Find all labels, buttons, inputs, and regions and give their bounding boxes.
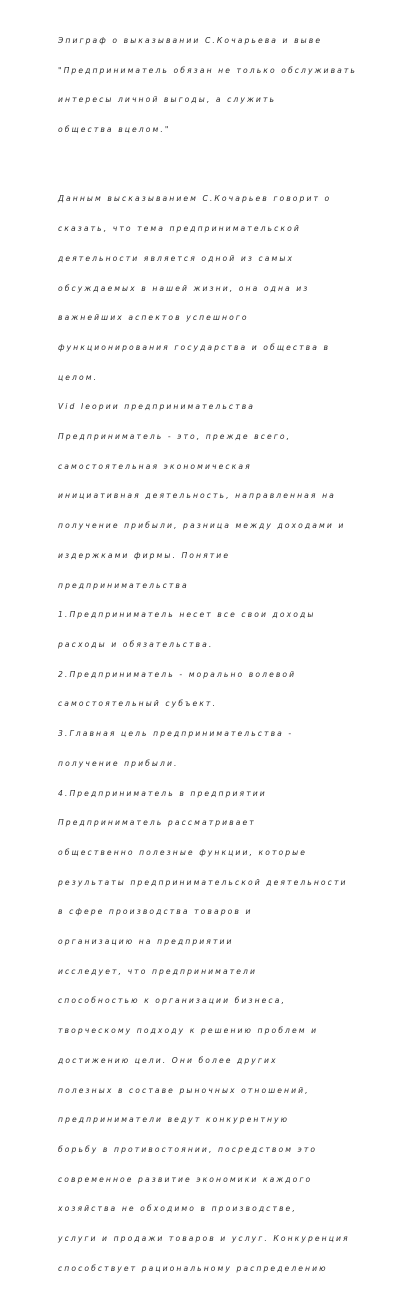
- text-line: Данным высказыванием С.Кочарьев говорит о: [58, 194, 332, 204]
- text-line: исследует, что предприниматели: [58, 966, 258, 976]
- text-line: 4.Предприниматель в предприятии: [58, 788, 267, 798]
- text-line: Предприниматель - это, прежде всего,: [58, 432, 292, 442]
- essay-text: [58, 16, 388, 1293]
- text-line: 3.Главная цель предпринимательства -: [58, 729, 294, 739]
- text-line: творческому подходу к решению проблем и: [58, 1026, 319, 1036]
- paragraph-gap: [58, 155, 388, 175]
- text-line: полезных в составе рыночных отношений,: [58, 1085, 310, 1095]
- text-line: обсуждаемых в нашей жизни, она одна из: [58, 283, 310, 293]
- text-line: в сфере производства товаров и: [58, 907, 253, 917]
- text-line: борьбу в противостоянии, посредством это: [58, 1144, 318, 1154]
- text-line: услуги и продажи товаров и услуг. Конкуренция: [58, 1234, 350, 1244]
- text-line: результаты предпринимательской деятельности: [58, 877, 348, 887]
- text-line: Эпиграф о выказывании С.Кочарьева и выве: [58, 35, 323, 45]
- text-line: общественно полезные функции, которые: [58, 847, 308, 857]
- text-line: общества вцелом.": [58, 124, 171, 134]
- text-line: хозяйства не обходимо в производстве,: [58, 1204, 297, 1214]
- text-line: функционирования государства и общества в: [58, 342, 331, 352]
- text-line: способствует рациональному распределению: [58, 1263, 328, 1273]
- text-line: получение прибыли, разница между доходами и: [58, 521, 346, 531]
- text-line: "Предприниматель обязан не только обслуживать: [58, 65, 358, 75]
- text-line: способностью к организации бизнеса,: [58, 996, 286, 1006]
- text-line: важнейших аспектов успешного: [58, 313, 249, 323]
- text-line: деятельности является одной из самых: [58, 253, 295, 263]
- text-line: расходы и обязательства.: [58, 639, 214, 649]
- text-line: издержками фирмы. Понятие: [58, 550, 231, 560]
- text-line: организацию на предприятии: [58, 937, 234, 947]
- text-line: современное развитие экономики каждого: [58, 1174, 313, 1184]
- text-line: сказать, что тема предпринимательской: [58, 224, 301, 234]
- text-line: самостоятельный субъект.: [58, 699, 217, 709]
- text-line: Предприниматель рассматривает: [58, 818, 256, 828]
- text-line: достижению цели. Они более других: [58, 1055, 278, 1065]
- text-line: инициативная деятельность, направленная на: [58, 491, 336, 501]
- text-line: самостоятельная экономическая: [58, 461, 252, 471]
- text-line: предприниматели ведут конкурентную: [58, 1115, 290, 1125]
- text-line: Vid Iеории предпринимательства: [58, 402, 256, 412]
- text-line: получение прибыли.: [58, 758, 179, 768]
- text-line: 1.Предприниматель несет все свои доходы: [58, 610, 316, 620]
- text-line: интересы личной выгоды, а служить: [58, 95, 277, 105]
- text-line: целом.: [58, 372, 99, 382]
- text-line: 2.Предприниматель - морально волевой: [58, 669, 297, 679]
- text-line: предпринимательства: [58, 580, 189, 590]
